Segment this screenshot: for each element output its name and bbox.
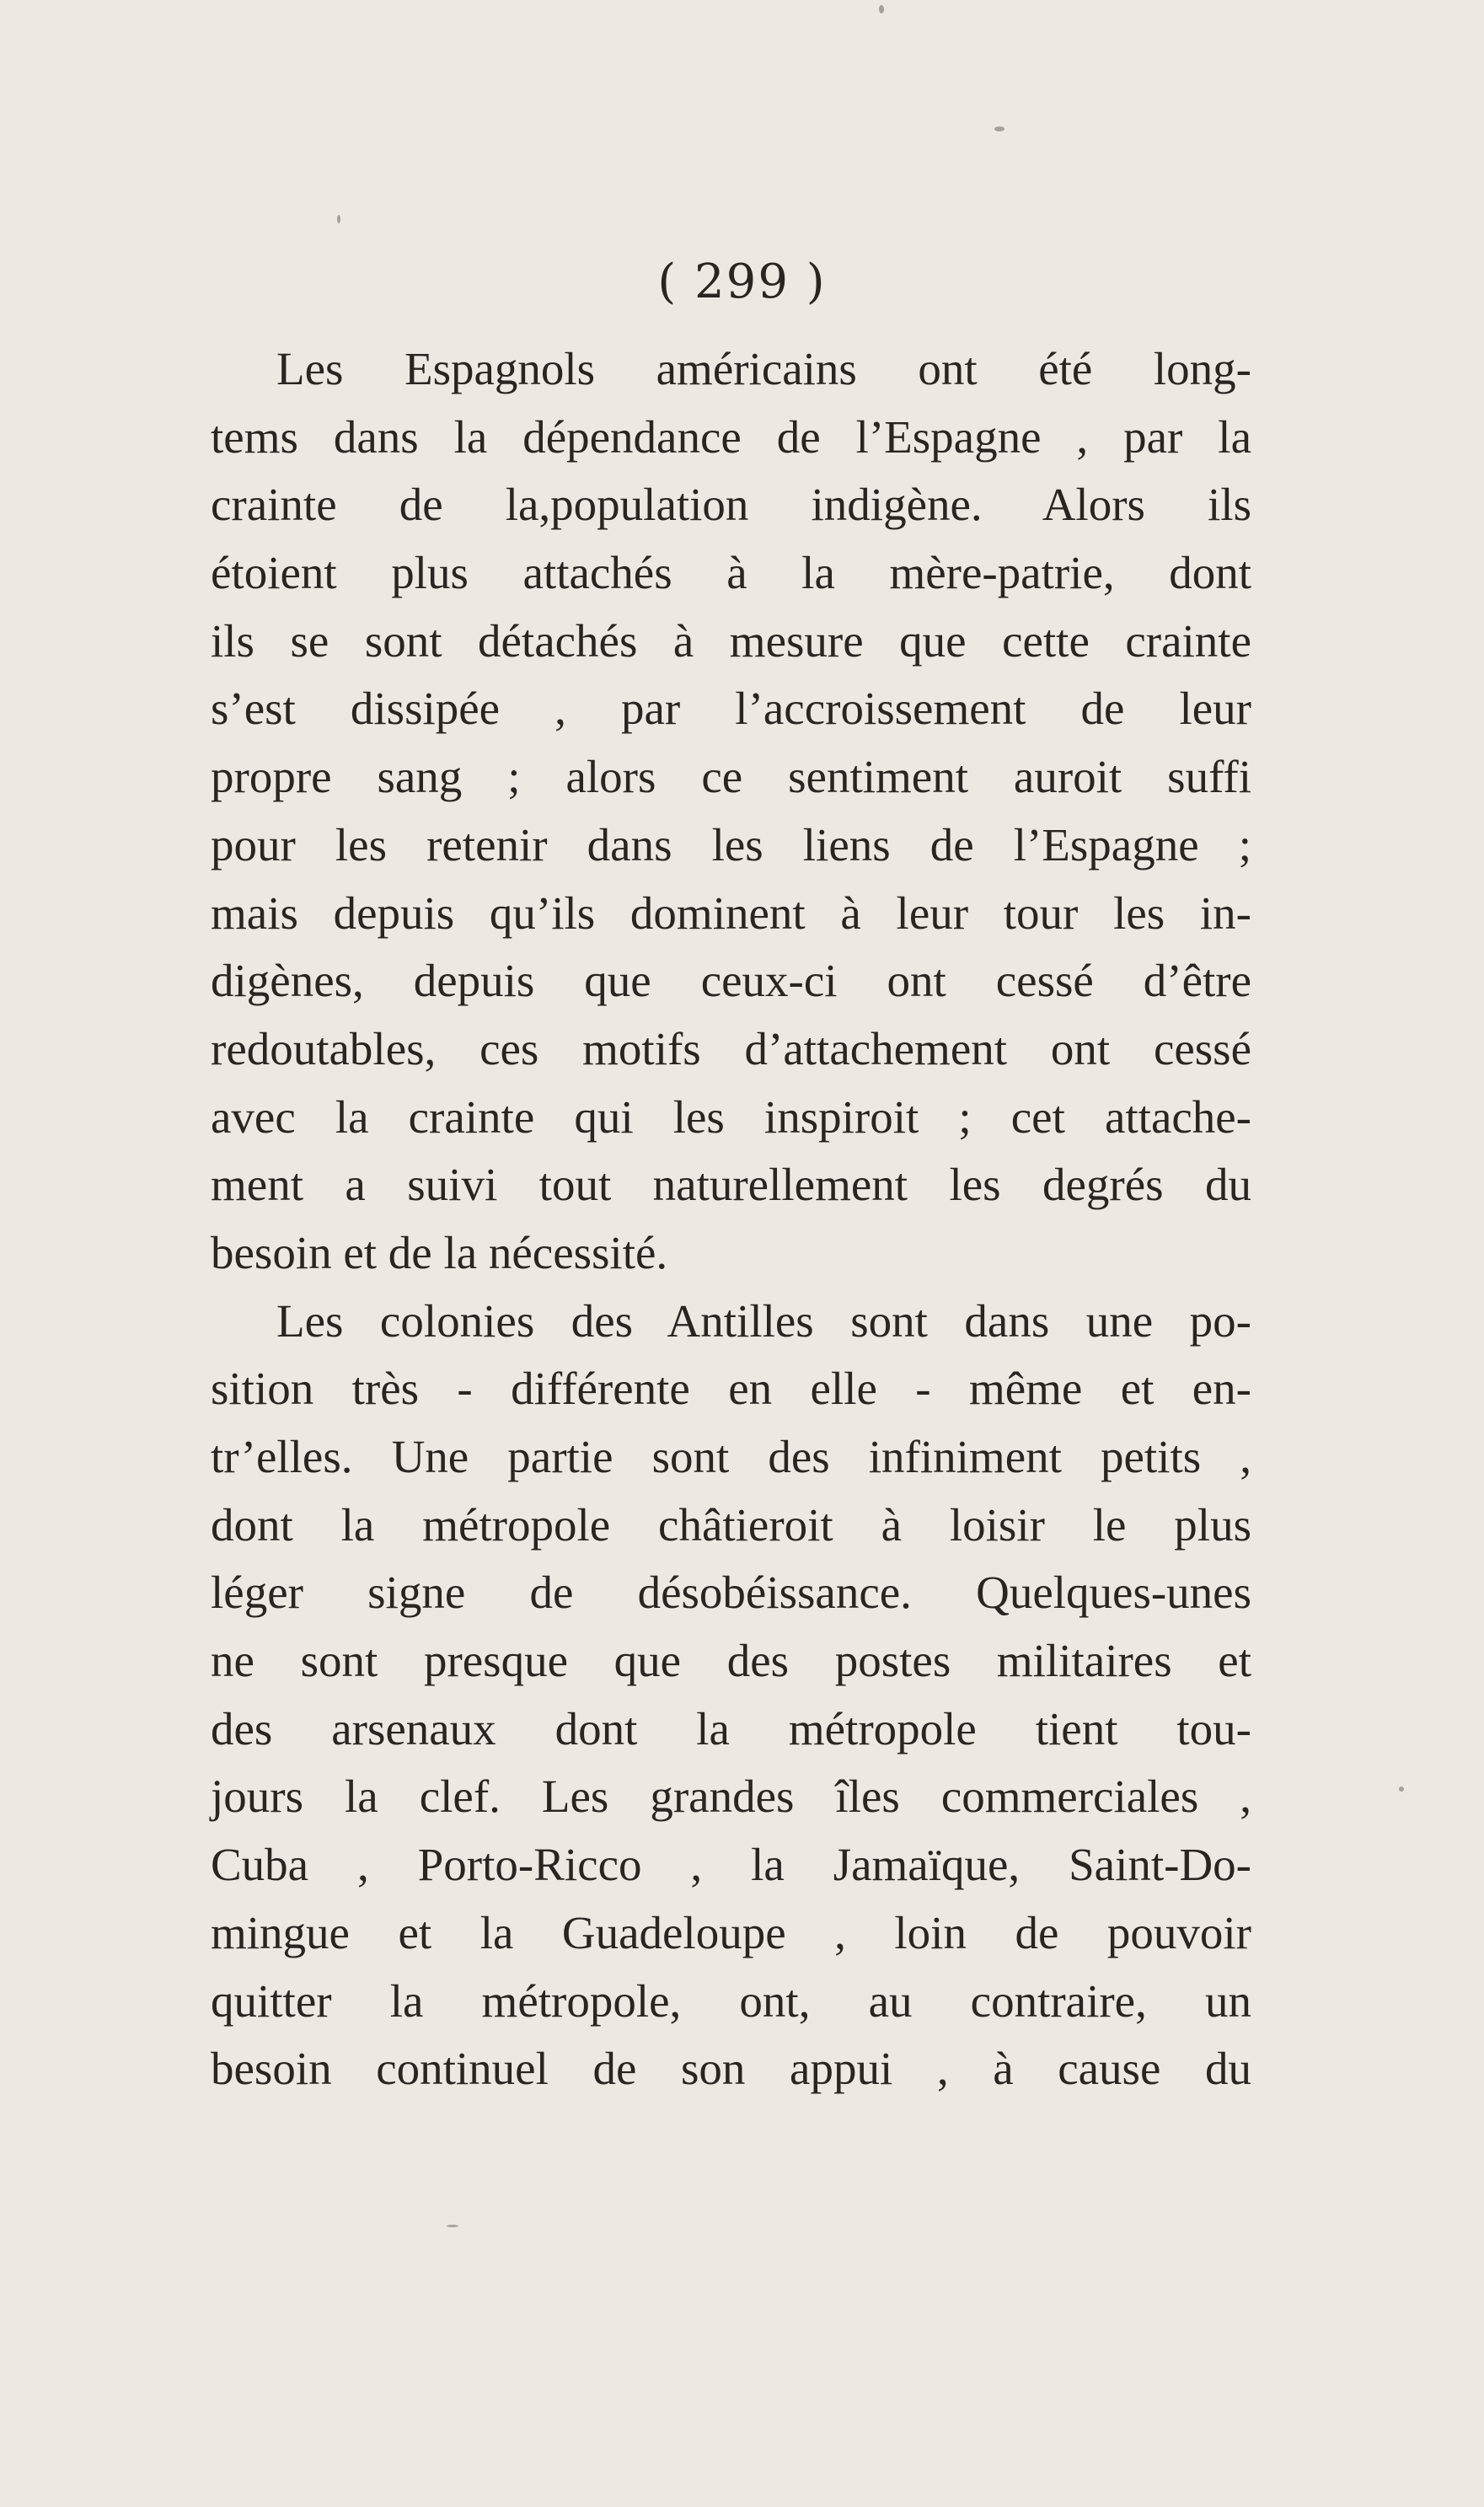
- text-line: sition très - différente en elle - même et en-: [211, 1363, 1251, 1415]
- page-number: ( 299 ): [657, 254, 827, 309]
- text-line: avec la crainte qui les inspiroit ; cet attache-: [211, 1090, 1251, 1143]
- text-line: étoient plus attachés à la mère-patrie, dont: [211, 547, 1251, 599]
- text-line: crainte de la,population indigène. Alors ils: [211, 479, 1251, 531]
- paper-speck: [447, 2225, 458, 2227]
- text-line: pour les retenir dans les liens de l’Espagne ;: [211, 818, 1251, 870]
- text-line: ne sont presque que des postes militaires et: [211, 1635, 1251, 1687]
- text-line: léger signe de désobéissance. Quelques-unes: [211, 1567, 1251, 1619]
- text-line: mais depuis qu’ils dominent à leur tour les in-: [211, 887, 1251, 939]
- text-line: mingue et la Guadeloupe , loin de pouvoir: [211, 1906, 1251, 1958]
- text-line: Les colonies des Antilles sont dans une po-: [276, 1294, 1251, 1347]
- text-line: besoin et de la nécessité.: [211, 1226, 668, 1278]
- text-line: besoin continuel de son appui , à cause du: [211, 2043, 1251, 2095]
- text-line: Les Espagnols américains ont été long-: [276, 343, 1251, 394]
- text-line: des arsenaux dont la métropole tient tou-: [211, 1702, 1251, 1754]
- text-line: redoutables, ces motifs d’attachement ont cessé: [211, 1022, 1251, 1074]
- paragraph: [211, 335, 1251, 1288]
- text-line: tr’elles. Une partie sont des infiniment petits ,: [211, 1431, 1251, 1482]
- text-line: quitter la métropole, ont, au contraire, un: [211, 1974, 1251, 2027]
- paper-speck: [994, 126, 1005, 131]
- text-line: digènes, depuis que ceux-ci ont cessé d’être: [211, 955, 1251, 1007]
- paper-speck: [1399, 1787, 1404, 1792]
- paper-speck: [337, 215, 340, 223]
- text-line: propre sang ; alors ce sentiment auroit suffi: [211, 751, 1251, 803]
- text-line: tems dans la dépendance de l’Espagne , par la: [211, 410, 1251, 463]
- body-text: [211, 335, 1251, 2103]
- paper-speck: [879, 5, 884, 13]
- paragraph: [211, 1288, 1251, 2103]
- text-line: ment a suivi tout naturellement les degrés du: [211, 1159, 1251, 1211]
- text-line: s’est dissipée , par l’accroissement de leur: [211, 683, 1251, 735]
- text-line: dont la métropole châtieroit à loisir le plus: [211, 1498, 1251, 1551]
- text-line: ils se sont détachés à mesure que cette crainte: [211, 614, 1251, 667]
- text-line: jours la clef. Les grandes îles commerciales ,: [211, 1770, 1251, 1823]
- text-line: Cuba , Porto-Ricco , la Jamaïque, Saint-Do-: [211, 1839, 1251, 1891]
